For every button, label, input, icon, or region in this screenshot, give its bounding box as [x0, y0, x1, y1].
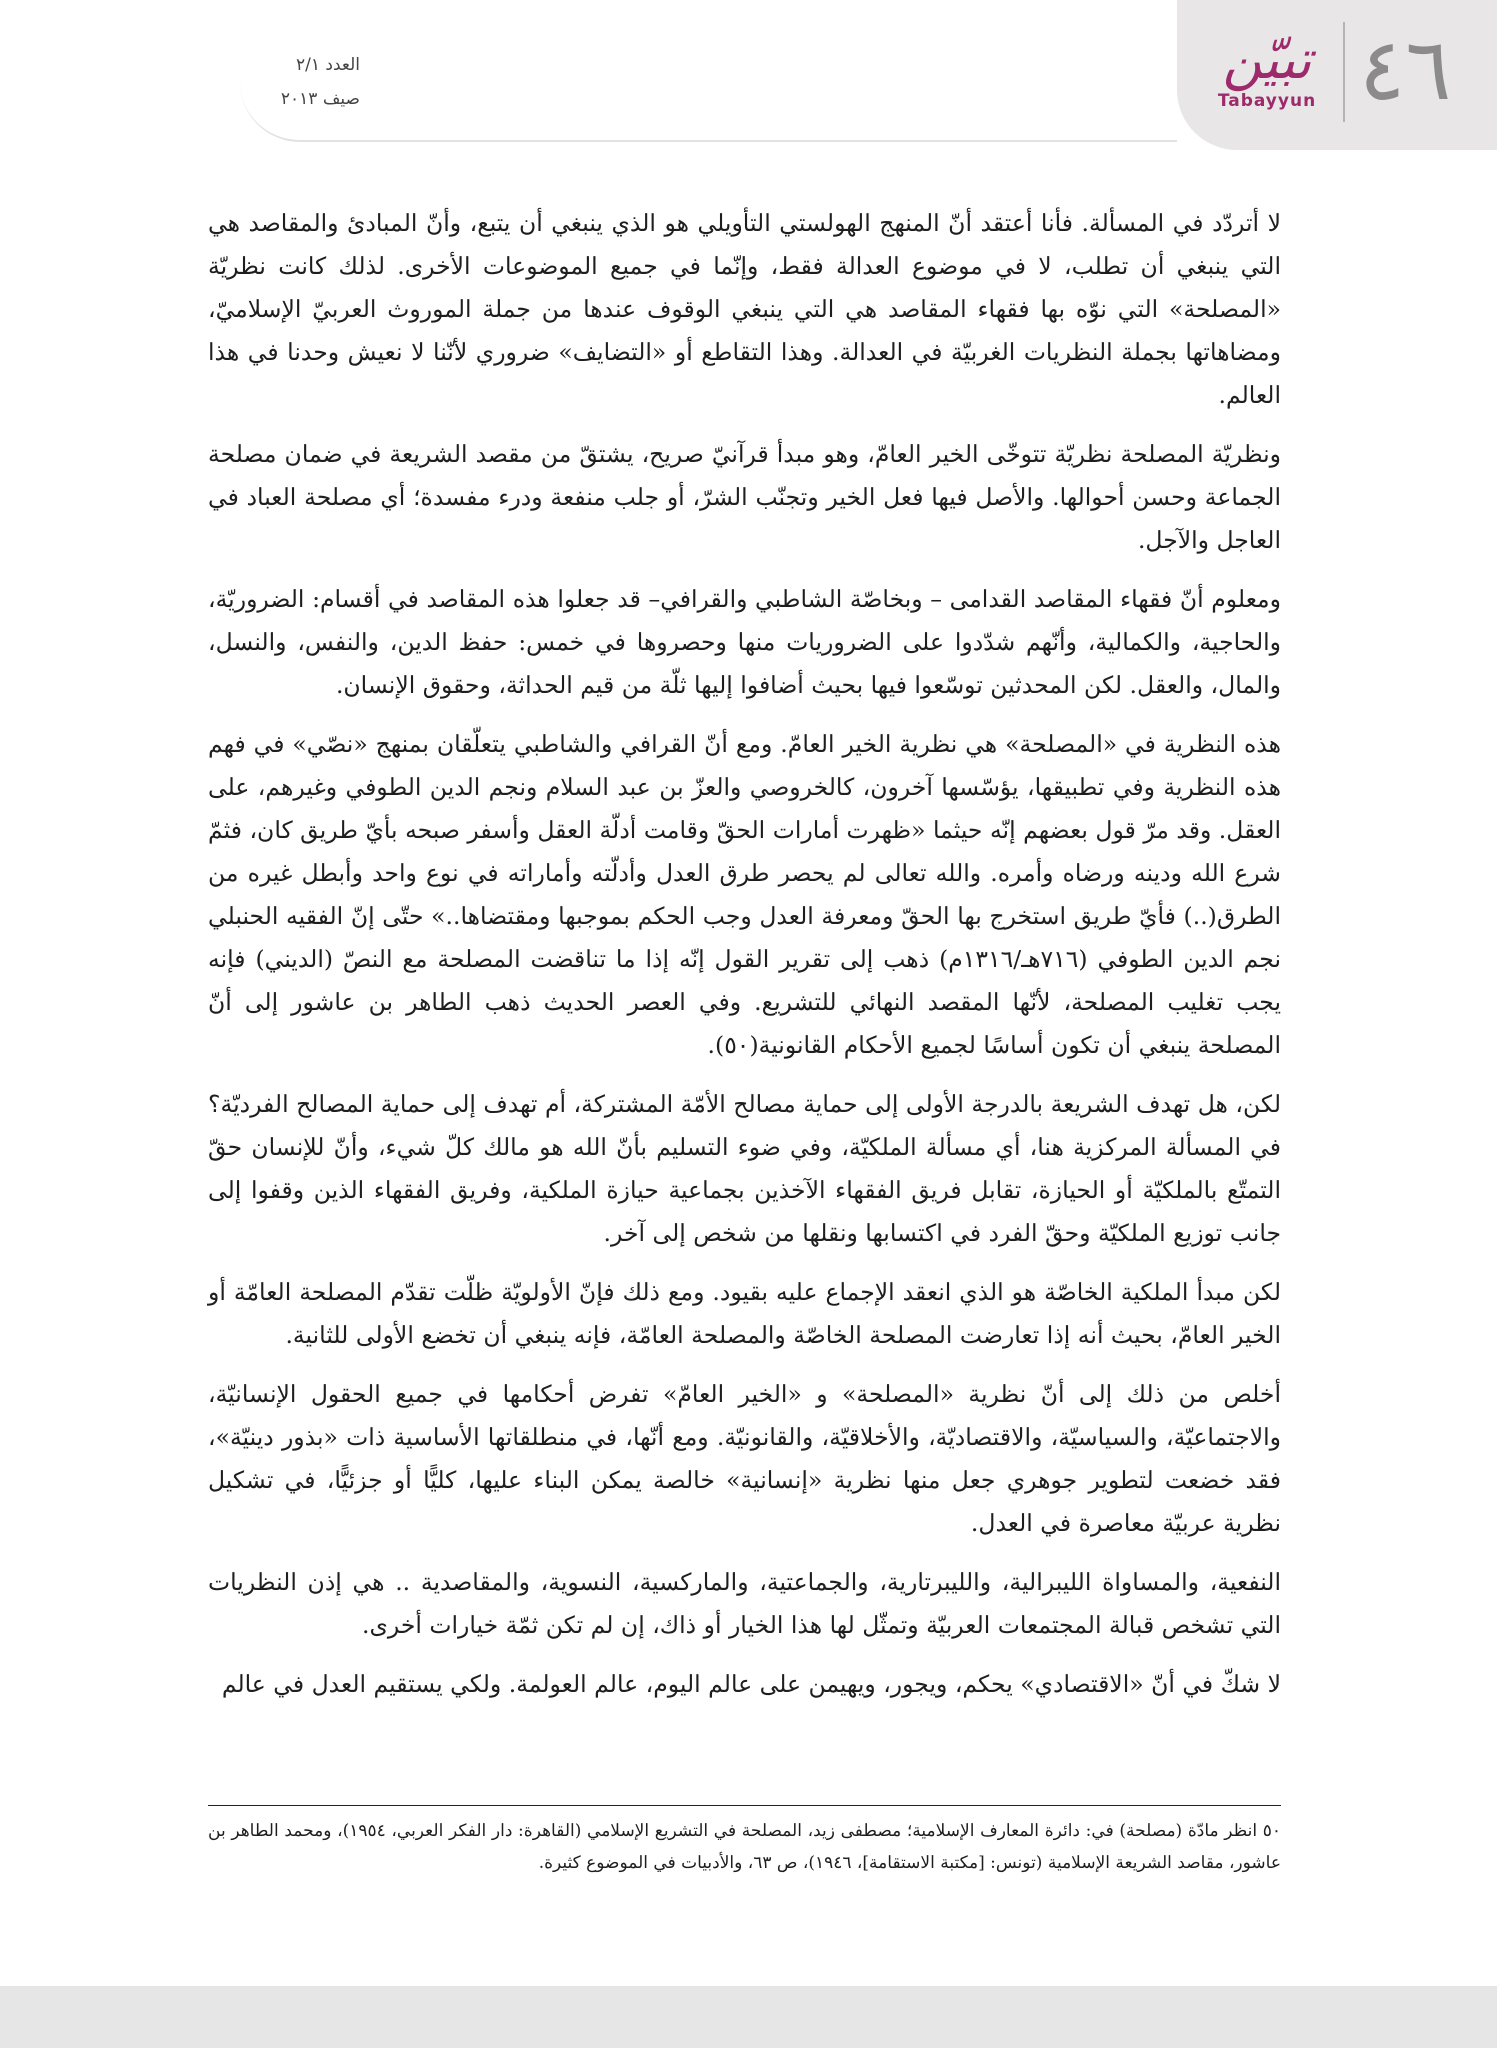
- issue-number: العدد ٢/١: [295, 55, 360, 75]
- paragraph: أخلص من ذلك إلى أنّ نظرية «المصلحة» و «الخير العامّ» تفرض أحكامها في جميع الحقول الإنسانيّة، والاجتماعيّة، والسياسيّة، والاقتصاديّة، والأخلاقيّة، والقانونيّة. ومع أنّها، في منطلقاتها الأساسية ذات «بذور دينيّة»، فقد خضعت لتطوير جوهري جعل منها نظرية «إنسانية» خالصة يمكن البناء عليها، كليًّا أو جزئيًّا، في تشكيل نظرية عربيّة معاصرة في العدل.: [208, 1380, 1281, 1537]
- paragraph: النفعية، والمساواة الليبرالية، والليبرتارية، والجماعتية، والماركسية، النسوية، والمقاصدية .. هي إذن النظريات التي تشخص قبالة المجتمعات العربيّة وتمثّل لها هذا الخيار أو ذاك، إن لم تكن ثمّة خيارات أخرى.: [208, 1568, 1281, 1639]
- paragraph: ومعلوم أنّ فقهاء المقاصد القدامى – وبخاصّة الشاطبي والقرافي– قد جعلوا هذه المقاصد في أقسام: الضروريّة، والحاجية، والكمالية، وأنّهم شدّدوا على الضروريات منها وحصروها في خمس: حفظ الدين، والنفس، والنسل، والمال، والعقل. لكن المحدثين توسّعوا فيها بحيث أضافوا إليها ثلّة من قيم الحداثة، وحقوق الإنسان.: [208, 585, 1281, 699]
- paragraph: ونظريّة المصلحة نظريّة تتوخّى الخير العامّ، وهو مبدأ قرآنيّ صريح، يشتقّ من مقصد الشريعة في ضمان مصلحة الجماعة وحسن أحوالها. والأصل فيها فعل الخير وتجنّب الشرّ، أو جلب منفعة ودرء مفسدة؛ أي مصلحة العباد في العاجل والآجل.: [208, 440, 1281, 554]
- page-number: ٤٦: [1359, 20, 1452, 120]
- journal-logo: [1207, 30, 1327, 122]
- footnote: ٥٠ انظر مادّة (مصلحة) في: دائرة المعارف الإسلامية؛ مصطفى زيد، المصلحة في التشريع الإسلامي (القاهرة: دار الفكر العربي، ١٩٥٤)، ومحمد الطاهر بن عاشور، مقاصد الشريعة الإسلامية (تونس: [مكتبة الاستقامة]، ١٩٤٦)، ص ٦٣، والأدبيات في الموضوع كثيرة.: [208, 1821, 1281, 1873]
- paragraph: لا شكّ في أنّ «الاقتصادي» يحكم، ويجور، ويهيمن على عالم اليوم، عالم العولمة. ولكي يستقيم العدل في عالم: [221, 1670, 1281, 1698]
- header-divider-curve: [240, 0, 1177, 142]
- logo-latin: Tabayyun: [1217, 91, 1317, 111]
- logo-arabic: تبيّن: [1222, 28, 1312, 91]
- paragraph: لا أتردّد في المسألة. فأنا أعتقد أنّ المنهج الهولستي التأويلي هو الذي ينبغي أن يتبع، وأنّ المبادئ والمقاصد هي التي ينبغي أن تطلب، لا في موضوع العدالة فقط، وإنّما في جميع الموضوعات الأخرى. لذلك كانت نظريّة «المصلحة» التي نوّه بها فقهاء المقاصد هي التي ينبغي الوقوف عندها من جملة الموروث العربيّ الإسلاميّ، ومضاهاتها بجملة النظريات الغربيّة في العدالة. وهذا التقاطع أو «التضايف» ضروري لأنّنا لا نعيش وحدنا في هذا العالم.: [208, 209, 1281, 409]
- header-vertical-rule: [1343, 22, 1345, 122]
- paragraph: لكن مبدأ الملكية الخاصّة هو الذي انعقد الإجماع عليه بقيود. ومع ذلك فإنّ الأولويّة ظلّت تقدّم المصلحة العامّة أو الخير العامّ، بحيث أنه إذا تعارضت المصلحة الخاصّة والمصلحة العامّة، فإنه ينبغي أن تخضع الأولى للثانية.: [208, 1278, 1281, 1349]
- issue-info: [250, 48, 360, 116]
- paragraph: هذه النظرية في «المصلحة» هي نظرية الخير العامّ. ومع أنّ القرافي والشاطبي يتعلّقان بمنهج «نصّي» في فهم هذه النظرية وفي تطبيقها، يؤسّسها آخرون، كالخروصي والعزّ بن عبد السلام ونجم الدين الطوفي وغيرهم، على العقل. وقد مرّ قول بعضهم إنّه حيثما «ظهرت أمارات الحقّ وقامت أدلّة العقل وأسفر صبحه بأيّ طريق كان، فثمّ شرع الله ودينه ورضاه وأمره. والله تعالى لم يحصر طرق العدل وأدلّته وأماراته في نوع واحد وأبطل غيره من الطرق(..) فأيّ طريق استخرج بها الحقّ ومعرفة العدل وجب الحكم بموجبها ومقتضاها..» حتّى إنّ الفقيه الحنبلي نجم الدين الطوفي (٧١٦هـ/١٣١٦م) ذهب إلى تقرير القول إنّه إذا ما تناقضت المصلحة مع النصّ (الديني) فإنه يجب تغليب المصلحة، لأنّها المقصد النهائي للتشريع. وفي العصر الحديث ذهب الطاهر بن عاشور إلى أنّ المصلحة ينبغي أن تكون أساسًا لجميع الأحكام القانونية(٥٠).: [208, 730, 1281, 1059]
- page-footer-band: [0, 1986, 1497, 2048]
- issue-season: صيف ٢٠١٣: [280, 89, 360, 109]
- footnote-separator: [208, 1805, 1281, 1806]
- paragraph: لكن، هل تهدف الشريعة بالدرجة الأولى إلى حماية مصالح الأمّة المشتركة، أم تهدف إلى حماية المصالح الفرديّة؟ في المسألة المركزية هنا، أي مسألة الملكيّة، وفي ضوء التسليم بأنّ الله هو مالك كلّ شيء، وأنّ للإنسان حقّ التمتّع بالملكيّة أو الحيازة، تقابل فريق الفقهاء الآخذين بجماعية حيازة الملكية، وفريق الفقهاء الذين وقفوا إلى جانب توزيع الملكيّة وحقّ الفرد في اكتسابها ونقلها من شخص إلى آخر.: [208, 1090, 1281, 1247]
- article-body: [208, 202, 1281, 1722]
